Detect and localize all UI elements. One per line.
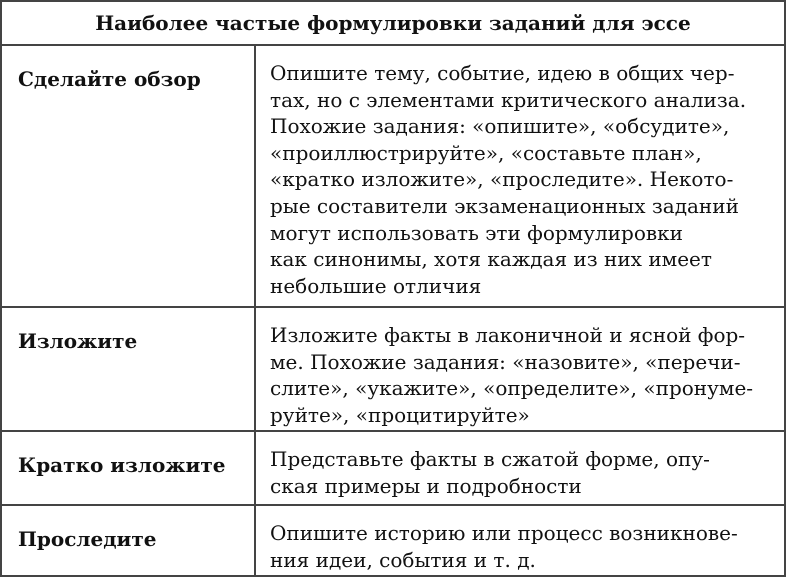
column-divider <box>254 46 256 306</box>
row-term: Изложите <box>18 329 138 353</box>
description-line: «кратко изложите», «проследите». Некото- <box>270 167 734 192</box>
table-row <box>2 506 784 575</box>
description-line: «проиллюстрируйте», «составьте план», <box>270 140 702 165</box>
description-line: ме. Похожие задания: «назовите», «перечи- <box>270 349 741 374</box>
row-description <box>270 446 780 499</box>
table-row <box>2 308 784 432</box>
description-line: Похожие задания: «опишите», «обсудите», <box>270 114 730 139</box>
description-line: ская примеры и подробности <box>270 473 582 498</box>
description-line: небольшие отличия <box>270 273 482 298</box>
description-line: рые составители экзаменационных заданий <box>270 193 739 218</box>
column-divider <box>254 506 256 575</box>
row-term: Проследите <box>18 527 157 551</box>
row-description <box>270 520 780 573</box>
column-divider <box>254 308 256 430</box>
row-description <box>270 322 780 428</box>
description-line: тах, но с элементами критического анализа. <box>270 87 747 112</box>
description-line: слите», «укажите», «определите», «пронуме- <box>270 376 754 401</box>
description-line: Изложите факты в лаконичной и ясной фор- <box>270 323 746 347</box>
column-divider <box>254 432 256 504</box>
description-line: Представьте факты в сжатой форме, опу- <box>270 447 710 471</box>
row-description <box>270 60 780 299</box>
description-line: как синонимы, хотя каждая из них имеет <box>270 247 712 272</box>
table-title: Наиболее частые формулировки заданий для эссе <box>2 2 784 46</box>
description-line: Опишите тему, событие, идею в общих чер- <box>270 61 735 85</box>
table-row <box>2 46 784 308</box>
row-term: Сделайте обзор <box>18 67 201 91</box>
description-line: ния идеи, события и т. д. <box>270 547 536 572</box>
description-line: руйте», «процитируйте» <box>270 402 530 427</box>
description-line: могут использовать эти формулировки <box>270 220 683 245</box>
description-line: Опишите историю или процесс возникнове- <box>270 521 738 545</box>
table-row <box>2 432 784 506</box>
row-term: Кратко изложите <box>18 453 226 477</box>
